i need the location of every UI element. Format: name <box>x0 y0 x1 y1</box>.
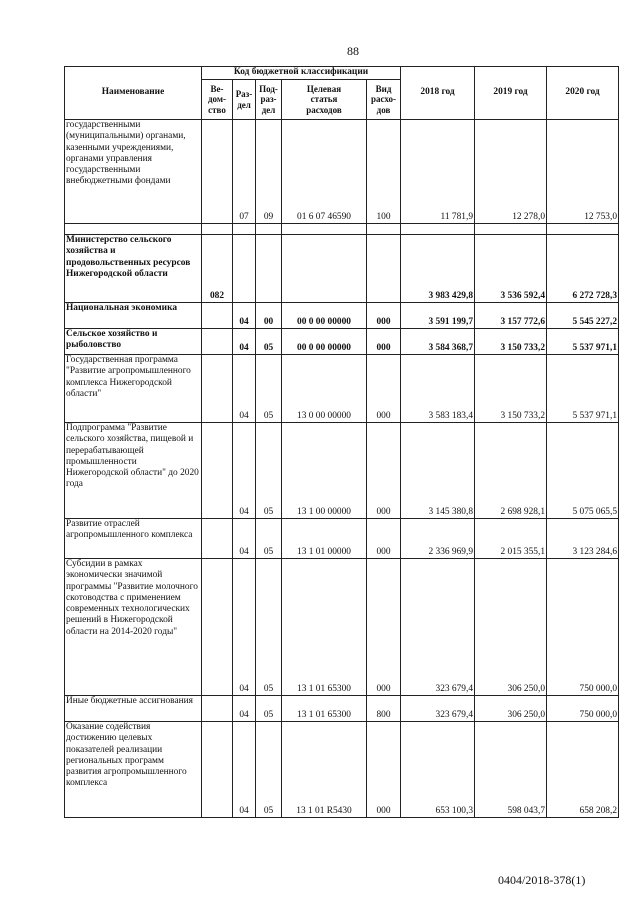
table-row <box>65 303 619 329</box>
row-value-2018: 3 983 429,8 <box>401 235 475 303</box>
row-name: государственными (муниципальными) органами, казенными учреждениями, органами управления государственными внебюджетными фондами <box>65 120 202 224</box>
row-expense-type: 000 <box>367 303 401 329</box>
header-razdel: Раз- дел <box>233 80 256 120</box>
row-value-2019: 3 157 772,6 <box>475 303 547 329</box>
row-razdel: 04 <box>233 329 256 355</box>
row-vedomstvo <box>202 559 233 696</box>
row-value-2019: 3 536 592,4 <box>475 235 547 303</box>
row-vedomstvo: 082 <box>202 235 233 303</box>
row-value-2018: 3 584 368,7 <box>401 329 475 355</box>
row-value-2018: 653 100,3 <box>401 722 475 818</box>
row-vedomstvo <box>202 519 233 559</box>
row-value-2018: 323 679,4 <box>401 559 475 696</box>
row-razdel: 04 <box>233 696 256 722</box>
row-vedomstvo <box>202 329 233 355</box>
row-expense-type: 000 <box>367 355 401 423</box>
header-budget-classification: Код бюджетной классификации <box>202 67 401 80</box>
row-value-2020: 12 753,0 <box>547 120 619 224</box>
row-target-article: 13 1 01 00000 <box>282 519 367 559</box>
row-value-2020: 658 208,2 <box>547 722 619 818</box>
row-value-2018: 11 781,9 <box>401 120 475 224</box>
row-podrazdel: 05 <box>256 423 282 519</box>
row-vedomstvo <box>202 355 233 423</box>
document-code: 0404/2018-378(1) <box>498 873 586 887</box>
row-podrazdel: 05 <box>256 696 282 722</box>
row-target-article: 00 0 00 00000 <box>282 329 367 355</box>
row-razdel: 04 <box>233 519 256 559</box>
row-value-2020: 3 123 284,6 <box>547 519 619 559</box>
row-expense-type: 800 <box>367 696 401 722</box>
table-row <box>65 696 619 722</box>
row-value-2019: 306 250,0 <box>475 559 547 696</box>
row-value-2019: 3 150 733,2 <box>475 329 547 355</box>
row-podrazdel: 05 <box>256 329 282 355</box>
table-row <box>65 559 619 696</box>
budget-table <box>64 66 619 818</box>
row-value-2018: 3 583 183,4 <box>401 355 475 423</box>
row-value-2020: 750 000,0 <box>547 559 619 696</box>
row-razdel: 04 <box>233 559 256 696</box>
table-row <box>65 120 619 224</box>
row-value-2020: 6 272 728,3 <box>547 235 619 303</box>
row-name: Национальная экономика <box>65 303 202 329</box>
row-target-article: 13 1 01 R5430 <box>282 722 367 818</box>
table-row <box>65 519 619 559</box>
table-row <box>65 722 619 818</box>
header-target-article: Целевая статья расходов <box>282 80 367 120</box>
header-expense-type: Вид расхо- дов <box>367 80 401 120</box>
table-row <box>65 423 619 519</box>
row-name: Министерство сельского хозяйства и продовольственных ресурсов Нижегородской области <box>65 235 202 303</box>
header-vedomstvo: Ве- дом- ство <box>202 80 233 120</box>
row-expense-type: 000 <box>367 329 401 355</box>
row-podrazdel: 09 <box>256 120 282 224</box>
header-2019: 2019 год <box>475 67 547 120</box>
row-vedomstvo <box>202 120 233 224</box>
header-podrazdel: Под- раз- дел <box>256 80 282 120</box>
header-2020: 2020 год <box>547 67 619 120</box>
row-target-article: 13 0 00 00000 <box>282 355 367 423</box>
row-vedomstvo <box>202 423 233 519</box>
row-razdel: 04 <box>233 303 256 329</box>
row-value-2019: 2 015 355,1 <box>475 519 547 559</box>
row-name: Оказание содействия достижению целевых показателей реализации региональных программ развития агропромышленного комплекса <box>65 722 202 818</box>
row-podrazdel: 00 <box>256 303 282 329</box>
row-value-2019: 2 698 928,1 <box>475 423 547 519</box>
table-row <box>65 355 619 423</box>
row-name: Подпрограмма "Развитие сельского хозяйства, пищевой и перерабатывающей промышленности Нижегородской области" до 2020 года <box>65 423 202 519</box>
row-name: Субсидии в рамках экономически значимой программы "Развитие молочного скотоводства с применением современных технологических решений в Нижегородской области на 2014-2020 годы" <box>65 559 202 696</box>
row-expense-type: 000 <box>367 559 401 696</box>
row-value-2020: 5 537 971,1 <box>547 355 619 423</box>
row-razdel: 07 <box>233 120 256 224</box>
table-row <box>65 235 619 303</box>
row-vedomstvo <box>202 722 233 818</box>
row-target-article <box>282 235 367 303</box>
row-razdel: 04 <box>233 722 256 818</box>
row-value-2019: 3 150 733,2 <box>475 355 547 423</box>
row-target-article: 13 1 01 65300 <box>282 696 367 722</box>
row-razdel: 04 <box>233 423 256 519</box>
row-podrazdel: 05 <box>256 519 282 559</box>
row-expense-type: 000 <box>367 722 401 818</box>
row-vedomstvo <box>202 303 233 329</box>
row-vedomstvo <box>202 696 233 722</box>
row-expense-type: 000 <box>367 423 401 519</box>
row-value-2019: 598 043,7 <box>475 722 547 818</box>
row-name: Государственная программа "Развитие агропромышленного комплекса Нижегородской области" <box>65 355 202 423</box>
row-name: Развитие отраслей агропромышленного комплекса <box>65 519 202 559</box>
row-expense-type: 100 <box>367 120 401 224</box>
row-podrazdel: 05 <box>256 355 282 423</box>
row-expense-type <box>367 235 401 303</box>
row-value-2018: 3 591 199,7 <box>401 303 475 329</box>
row-value-2018: 323 679,4 <box>401 696 475 722</box>
row-value-2019: 12 278,0 <box>475 120 547 224</box>
header-name: Наименование <box>65 67 202 120</box>
row-name: Сельское хозяйство и рыболовство <box>65 329 202 355</box>
row-value-2019: 306 250,0 <box>475 696 547 722</box>
spacer-row <box>65 224 619 235</box>
page-number: 88 <box>347 44 359 58</box>
row-value-2018: 3 145 380,8 <box>401 423 475 519</box>
row-value-2020: 5 545 227,2 <box>547 303 619 329</box>
row-target-article: 00 0 00 00000 <box>282 303 367 329</box>
row-target-article: 13 1 01 65300 <box>282 559 367 696</box>
row-value-2020: 5 537 971,1 <box>547 329 619 355</box>
header-2018: 2018 год <box>401 67 475 120</box>
row-value-2018: 2 336 969,9 <box>401 519 475 559</box>
row-podrazdel: 05 <box>256 722 282 818</box>
row-podrazdel: 05 <box>256 559 282 696</box>
row-podrazdel <box>256 235 282 303</box>
row-razdel <box>233 235 256 303</box>
row-name: Иные бюджетные ассигнования <box>65 696 202 722</box>
row-target-article: 13 1 00 00000 <box>282 423 367 519</box>
row-expense-type: 000 <box>367 519 401 559</box>
row-razdel: 04 <box>233 355 256 423</box>
row-target-article: 01 6 07 46590 <box>282 120 367 224</box>
table-row <box>65 329 619 355</box>
row-value-2020: 750 000,0 <box>547 696 619 722</box>
row-value-2020: 5 075 065,5 <box>547 423 619 519</box>
